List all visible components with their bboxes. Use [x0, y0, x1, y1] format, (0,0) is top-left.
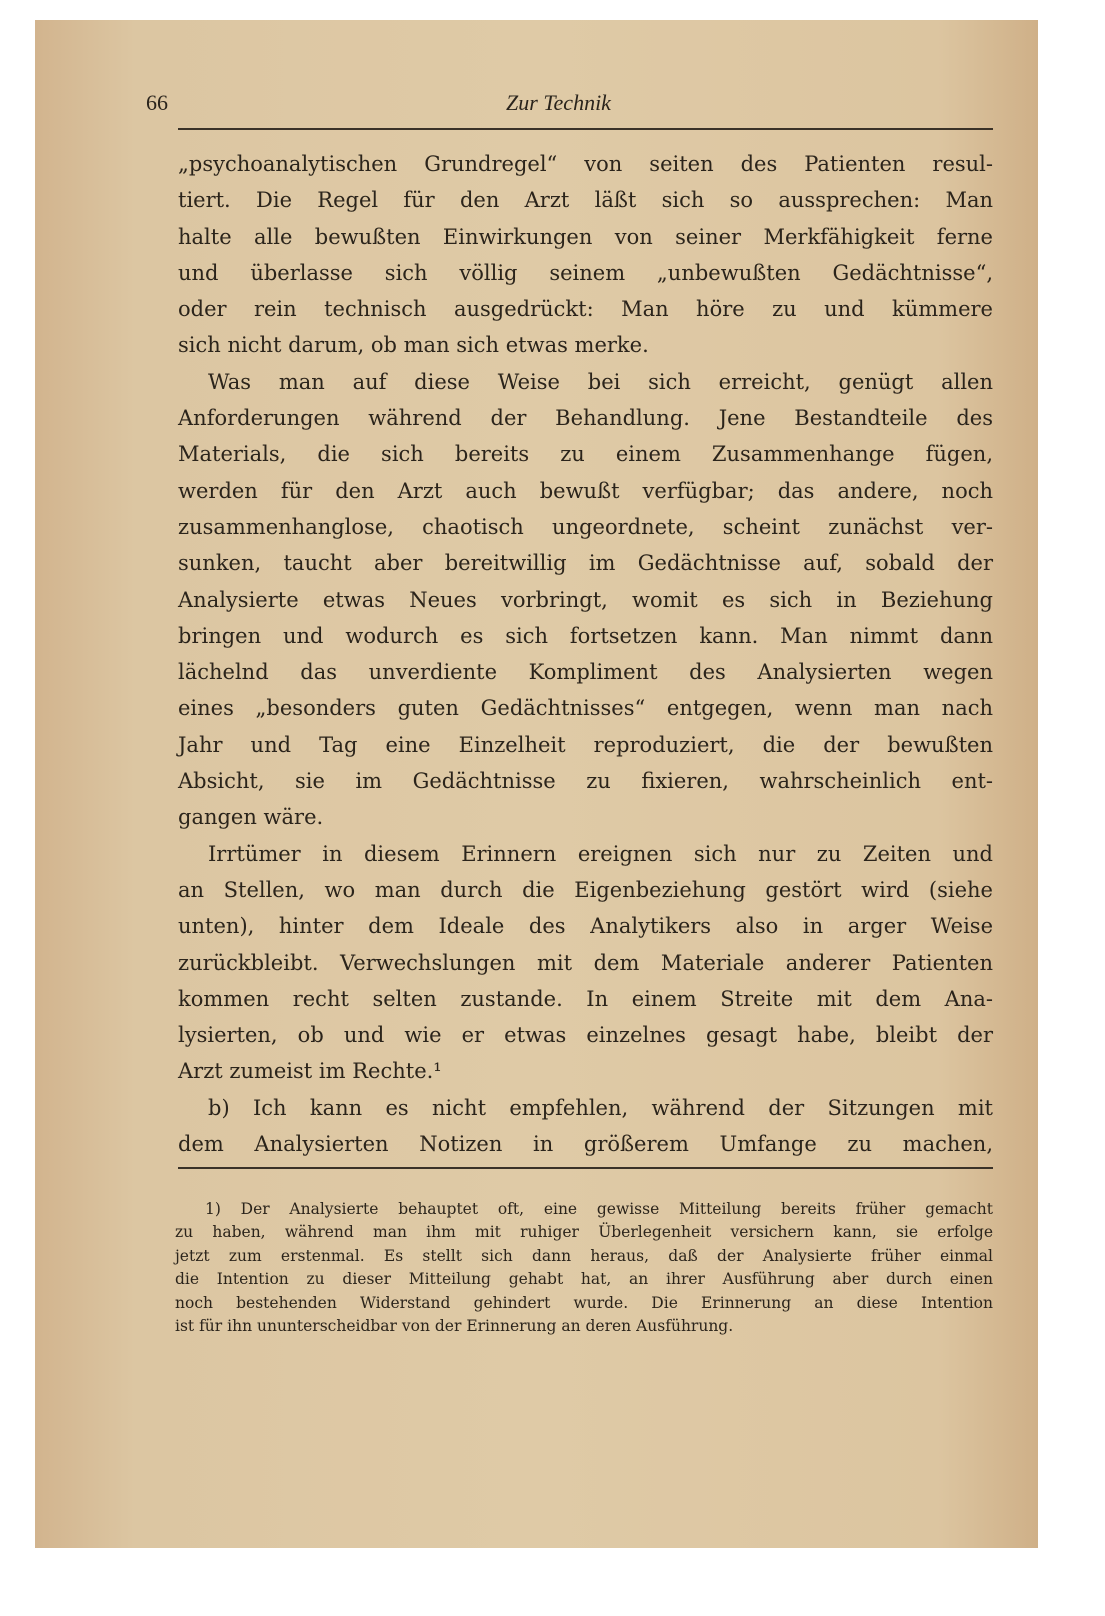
text-line: halte alle bewußten Einwirkungen von seiner Merkfähigkeit ferne	[178, 224, 993, 249]
text-line: Was man auf diese Weise bei sich erreicht, genügt allen	[208, 369, 993, 394]
text-line: Anforderungen während der Behandlung. Jene Bestandteile des	[178, 406, 993, 431]
footnote-rule	[178, 1167, 993, 1169]
page-number: 66	[146, 90, 168, 115]
text-line: „psychoanalytischen Grundregel“ von seiten des Patienten resul-	[178, 152, 993, 176]
running-title: Zur Technik	[506, 90, 611, 115]
text-line: eines „besonders guten Gedächtnisses“ entgegen, wenn man nach	[178, 696, 993, 721]
text-line: b) Ich kann es nicht empfehlen, während der Sitzungen mit	[208, 1095, 993, 1120]
text-line: und überlasse sich völlig seinem „unbewußten Gedächtnisse“,	[178, 260, 993, 285]
text-line: oder rein technisch ausgedrückt: Man höre zu und kümmere	[178, 297, 993, 322]
text-line: tiert. Die Regel für den Arzt läßt sich so aussprechen: Man	[178, 188, 993, 213]
text-line: Absicht, sie im Gedächtnisse zu fixieren, wahrscheinlich ent-	[178, 769, 993, 794]
text-line: zusammenhanglose, chaotisch ungeordnete, scheint zunächst ver-	[178, 514, 993, 539]
text-line: bringen und wodurch es sich fortsetzen kann. Man nimmt dann	[178, 623, 993, 648]
footnote-line: ist für ihn ununterscheidbar von der Erinnerung an deren Ausführung.	[175, 1316, 734, 1335]
footnote	[175, 1198, 993, 1338]
footnote-line: zu haben, während man ihm mit ruhiger Überlegenheit versichern kann, sie erfolge	[175, 1223, 993, 1242]
text-line: Materials, die sich bereits zu einem Zusammenhange fügen,	[178, 442, 993, 467]
text-line: werden für den Arzt auch bewußt verfügbar; das andere, noch	[178, 478, 993, 503]
text-line: Jahr und Tag eine Einzelheit reproduziert, die der bewußten	[178, 732, 993, 757]
header-rule	[178, 128, 993, 130]
text-line: lysierten, ob und wie er etwas einzelnes gesagt habe, bleibt der	[178, 1023, 993, 1048]
text-line: zurückbleibt. Verwechslungen mit dem Materiale anderer Patienten	[178, 950, 993, 975]
footnote-line: jetzt zum erstenmal. Es stellt sich dann heraus, daß der Analysierte früher einmal	[175, 1246, 993, 1265]
text-line: dem Analysierten Notizen in größerem Umfange zu machen,	[178, 1132, 993, 1157]
text-line: an Stellen, wo man durch die Eigenbeziehung gestört wird (siehe	[178, 877, 993, 902]
footnote-line: 1) Der Analysierte behauptet oft, eine gewisse Mitteilung bereits früher gemacht	[205, 1200, 993, 1218]
text-line: Irrtümer in diesem Erinnern ereignen sich nur zu Zeiten und	[208, 841, 993, 866]
footnote-line: noch bestehenden Widerstand gehindert wurde. Die Erinnerung an diese Intention	[175, 1293, 993, 1312]
text-line: sunken, taucht aber bereitwillig im Gedächtnisse auf, sobald der	[178, 551, 993, 576]
text-line: unten), hinter dem Ideale des Analytikers also in arger Weise	[178, 914, 993, 939]
text-line: sich nicht darum, ob man sich etwas merke.	[178, 333, 649, 358]
footnote-line: die Intention zu dieser Mitteilung gehabt hat, an ihrer Ausführung aber durch einen	[175, 1270, 993, 1289]
body-text	[178, 146, 993, 1162]
text-line: gangen wäre.	[178, 805, 324, 830]
text-line: lächelnd das unverdiente Kompliment des Analysierten wegen	[178, 660, 993, 685]
text-line: Arzt zumeist im Rechte.¹	[178, 1059, 442, 1084]
text-line: kommen recht selten zustande. In einem Streite mit dem Ana-	[178, 986, 993, 1011]
running-header	[146, 90, 971, 122]
text-line: Analysierte etwas Neues vorbringt, womit es sich in Beziehung	[178, 587, 993, 612]
